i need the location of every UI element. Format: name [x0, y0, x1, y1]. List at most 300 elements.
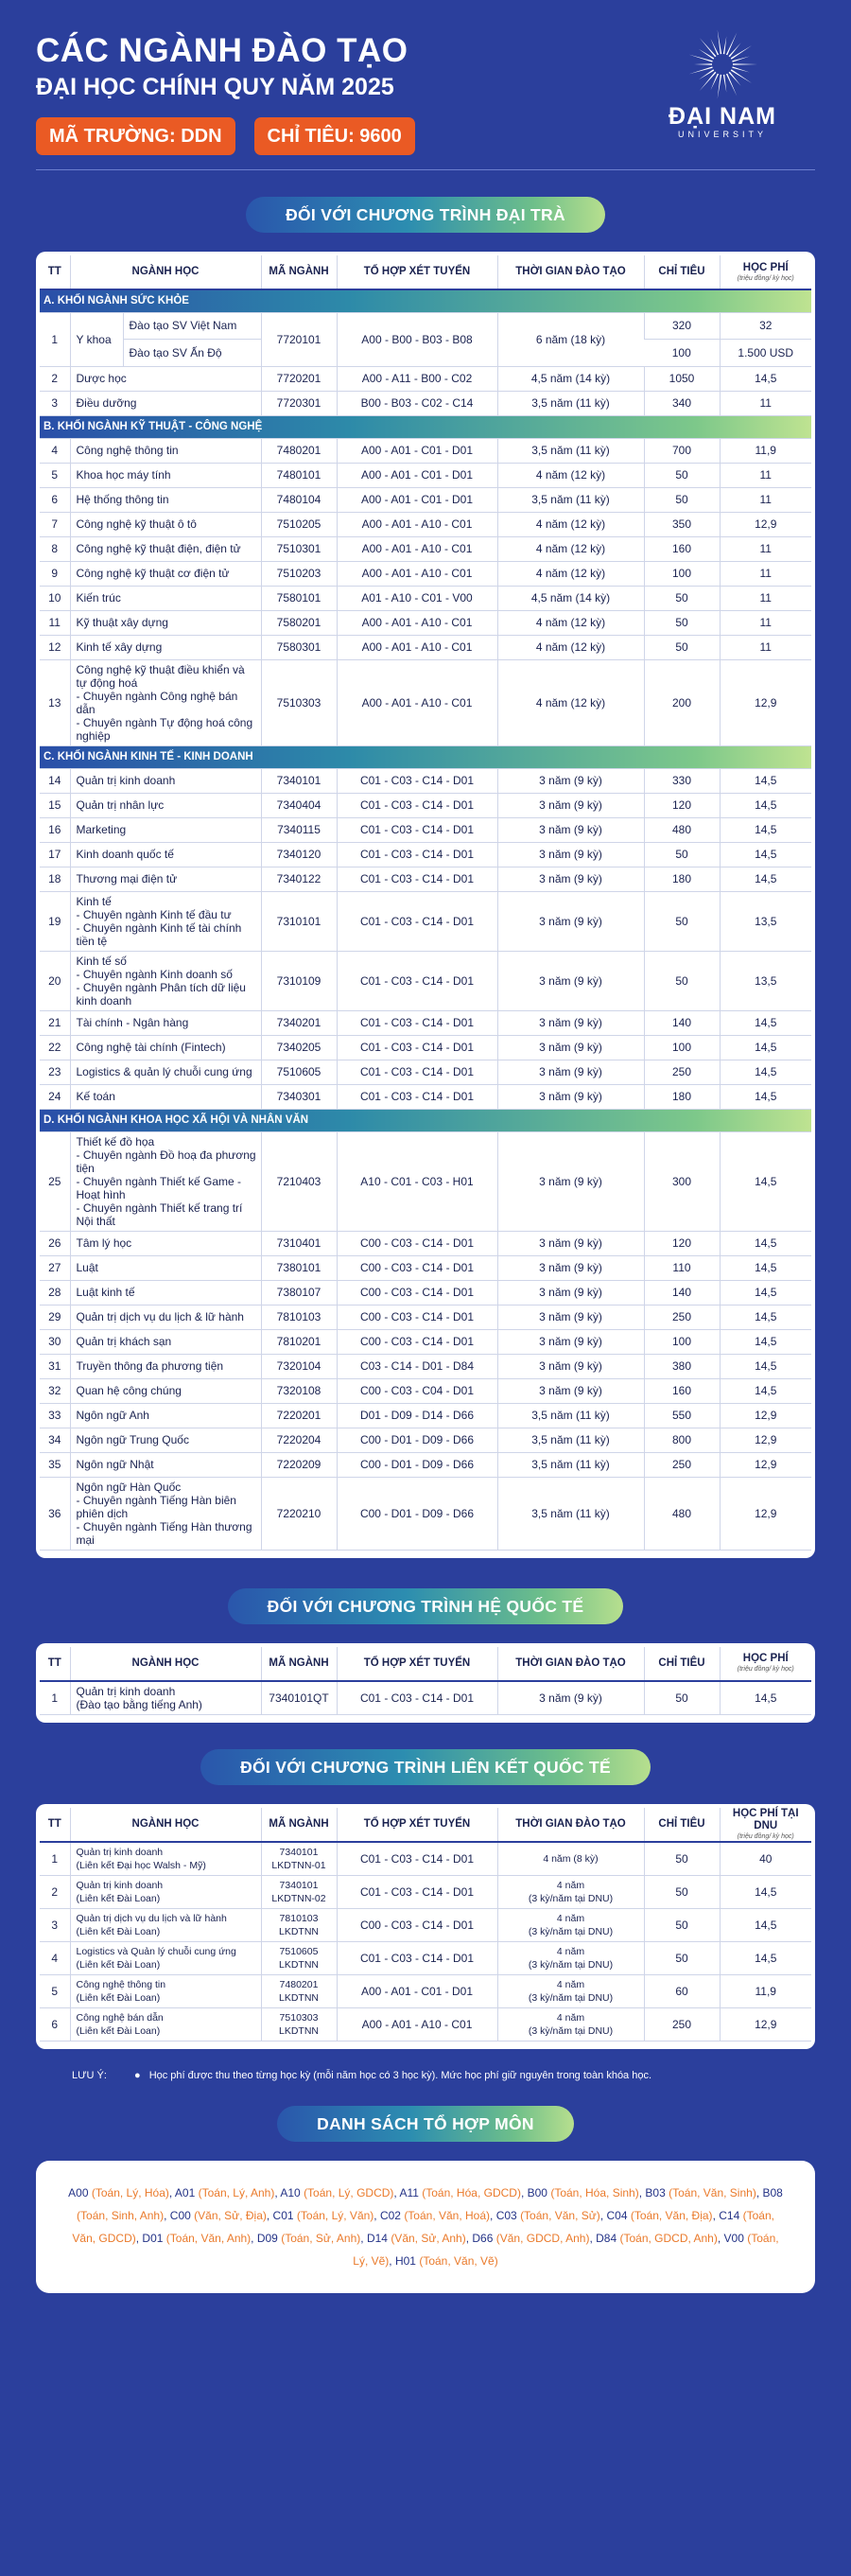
cell-quota: 250: [644, 1452, 720, 1477]
table-row: [40, 1681, 811, 1715]
cell-quota: 180: [644, 1084, 720, 1109]
col-header-combo: TỔ HỢP XÉT TUYỂN: [337, 1647, 497, 1681]
cell-major: Công nghệ thông tin (Liên kết Đài Loan): [70, 1974, 261, 2007]
cell-duration: 4 năm (12 kỳ): [497, 512, 644, 536]
combo-item: [257, 2232, 360, 2245]
page-subtitle: ĐẠI HỌC CHÍNH QUY NĂM 2025: [36, 74, 394, 100]
cell-quota: 50: [644, 1842, 720, 1876]
cell-combo: C00 - C03 - C14 - D01: [337, 1329, 497, 1354]
table-row: [40, 891, 811, 951]
cell-major: Điều dưỡng: [70, 391, 261, 415]
cell-duration: 4 năm (12 kỳ): [497, 561, 644, 586]
combo-subjects: (Toán, Lý, Anh): [198, 2185, 275, 2199]
cell-code: 7380101: [261, 1255, 337, 1280]
cell-combo: C01 - C03 - C14 - D01: [337, 1084, 497, 1109]
cell-fee: 14,5: [720, 1908, 811, 1941]
cell-combo: A00 - A01 - C01 - D01: [337, 463, 497, 487]
combo-code: V00: [723, 2231, 744, 2245]
cell-tt: 36: [40, 1477, 70, 1550]
cell-code: 7340101QT: [261, 1681, 337, 1715]
cell-fee: 12,9: [720, 1452, 811, 1477]
joint-program-table: [40, 1808, 811, 2042]
cell-fee: 14,5: [720, 1354, 811, 1378]
table-row: [40, 391, 811, 415]
cell-duration: 3,5 năm (11 kỳ): [497, 1428, 644, 1452]
cell-code: 7340301: [261, 1084, 337, 1109]
table-row: [40, 438, 811, 463]
cell-duration: 4 năm (3 kỳ/năm tại DNU): [497, 1941, 644, 1974]
cell-quota: 480: [644, 817, 720, 842]
combo-item: [280, 2186, 393, 2199]
cell-tt: 1: [40, 312, 70, 366]
cell-quota: 200: [644, 659, 720, 745]
cell-tt: 6: [40, 487, 70, 512]
cell-quota: 50: [644, 842, 720, 867]
combo-subjects: (Văn, GDCD, Anh): [495, 2231, 590, 2245]
cell-code: 7510205: [261, 512, 337, 536]
cell-combo: A00 - A01 - A10 - C01: [337, 512, 497, 536]
logo-subtitle: UNIVERSITY: [677, 130, 767, 139]
cell-combo: C01 - C03 - C14 - D01: [337, 793, 497, 817]
cell-fee: 11: [720, 610, 811, 635]
combo-subjects: (Toán, Lý, GDCD): [304, 2185, 394, 2199]
cell-fee: 14,5: [720, 817, 811, 842]
cell-combo: C00 - C03 - C14 - D01: [337, 1231, 497, 1255]
combo-item: [645, 2186, 755, 2199]
col-header-duration: THỜI GIAN ĐÀO TẠO: [497, 255, 644, 289]
cell-combo: A10 - C01 - C03 - H01: [337, 1131, 497, 1231]
cell-quota: 50: [644, 586, 720, 610]
combo-subjects: (Toán, Văn, GDCD): [72, 2208, 774, 2245]
note: [72, 2070, 815, 2081]
group-engineering: [40, 415, 811, 438]
cell-tt: 7: [40, 512, 70, 536]
table-row: [40, 867, 811, 891]
cell-duration: 4,5 năm (14 kỳ): [497, 586, 644, 610]
combo-subjects: (Văn, Sử, Anh): [391, 2231, 466, 2245]
table-row: [40, 1842, 811, 1876]
cell-major: Ngôn ngữ Hàn Quốc - Chuyên ngành Tiếng Hàn biên phiên dịch - Chuyên ngành Tiếng Hàn thương mại: [70, 1477, 261, 1550]
cell-code: 7720201: [261, 366, 337, 391]
cell-code: 7720101: [261, 312, 337, 366]
cell-fee: 12,9: [720, 1428, 811, 1452]
cell-combo: D01 - D09 - D14 - D66: [337, 1403, 497, 1428]
combo-subjects: (Toán, Lý, Hóa): [91, 2185, 169, 2199]
combo-subjects: (Toán, Văn, Vẽ): [419, 2253, 498, 2268]
header: [36, 0, 815, 170]
cell-code: 7220201: [261, 1403, 337, 1428]
cell-fee: 14,5: [720, 768, 811, 793]
table-row: [40, 1010, 811, 1035]
combo-code: D09: [256, 2231, 278, 2245]
group-social-science: [40, 1109, 811, 1131]
cell-combo: A00 - A01 - A10 - C01: [337, 610, 497, 635]
cell-code: 7340404: [261, 793, 337, 817]
cell-fee: 14,5: [720, 793, 811, 817]
combo-item: [596, 2232, 718, 2245]
cell-fee: 11,9: [720, 438, 811, 463]
cell-duration: 4 năm (3 kỳ/năm tại DNU): [497, 1908, 644, 1941]
cell-fee: 14,5: [720, 1231, 811, 1255]
combo-item: [399, 2186, 521, 2199]
cell-code: 7340101: [261, 768, 337, 793]
cell-duration: 3,5 năm (11 kỳ): [497, 487, 644, 512]
combo-item: [472, 2232, 589, 2245]
cell-combo: C01 - C03 - C14 - D01: [337, 1875, 497, 1908]
cell-quota: 1050: [644, 366, 720, 391]
cell-duration: 3 năm (9 kỳ): [497, 1010, 644, 1035]
col-header-combo: TỔ HỢP XÉT TUYỂN: [337, 255, 497, 289]
col-header-tt: TT: [40, 1647, 70, 1681]
combo-subjects: (Toán, Văn, Sinh): [669, 2185, 756, 2199]
cell-combo: A00 - A01 - A10 - C01: [337, 536, 497, 561]
cell-major: Công nghệ kỹ thuật điện, điện tử: [70, 536, 261, 561]
combo-subjects: (Toán, GDCD, Anh): [619, 2231, 718, 2245]
cell-code: 7510203: [261, 561, 337, 586]
col-header-major: NGÀNH HỌC: [70, 1808, 261, 1842]
cell-quota: 250: [644, 1305, 720, 1329]
cell-duration: 3 năm (9 kỳ): [497, 1305, 644, 1329]
cell-fee: 11: [720, 463, 811, 487]
cell-code: 7210403: [261, 1131, 337, 1231]
combo-item: [68, 2186, 169, 2199]
cell-duration: 3,5 năm (11 kỳ): [497, 391, 644, 415]
cell-combo: C01 - C03 - C14 - D01: [337, 951, 497, 1010]
cell-combo: C00 - C03 - C14 - D01: [337, 1908, 497, 1941]
cell-major: Quản trị kinh doanh (Đào tạo bằng tiếng Anh): [70, 1681, 261, 1715]
cell-quota: 350: [644, 512, 720, 536]
cell-duration: 3 năm (9 kỳ): [497, 1231, 644, 1255]
cell-code: 7810201: [261, 1329, 337, 1354]
cell-tt: 6: [40, 2007, 70, 2041]
cell-code: 7480101: [261, 463, 337, 487]
cell-code: 7480201 LKDTNN: [261, 1974, 337, 2007]
cell-code: 7580301: [261, 635, 337, 659]
cell-major: Quản trị dịch vụ du lịch & lữ hành: [70, 1305, 261, 1329]
cell-major: Công nghệ bán dẫn (Liên kết Đài Loan): [70, 2007, 261, 2041]
cell-fee: 14,5: [720, 1280, 811, 1305]
cell-duration: 3 năm (9 kỳ): [497, 793, 644, 817]
cell-code: 7810103: [261, 1305, 337, 1329]
cell-code: 7480201: [261, 438, 337, 463]
combo-subjects: (Toán, Sinh, Anh): [77, 2208, 165, 2222]
cell-major: Ngôn ngữ Trung Quốc: [70, 1428, 261, 1452]
cell-code: 7510303 LKDTNN: [261, 2007, 337, 2041]
cell-combo: C01 - C03 - C14 - D01: [337, 891, 497, 951]
table-header-row: [40, 255, 811, 289]
cell-quota: 50: [644, 1941, 720, 1974]
cell-quota: 180: [644, 867, 720, 891]
cell-fee: 14,5: [720, 1010, 811, 1035]
cell-quota: 60: [644, 1974, 720, 2007]
cell-tt: 3: [40, 1908, 70, 1941]
cell-quota: 340: [644, 391, 720, 415]
cell-duration: 3 năm (9 kỳ): [497, 817, 644, 842]
cell-fee: 14,5: [720, 1941, 811, 1974]
group-label: A. KHỐI NGÀNH SỨC KHỎE: [40, 289, 811, 312]
cell-major: Kinh doanh quốc tế: [70, 842, 261, 867]
cell-code: 7340101 LKDTNN-02: [261, 1875, 337, 1908]
cell-duration: 3,5 năm (11 kỳ): [497, 1403, 644, 1428]
cell-fee: 12,9: [720, 2007, 811, 2041]
cell-code: 7480104: [261, 487, 337, 512]
combo-subjects: (Toán, Văn, Hoá): [404, 2208, 491, 2222]
combo-item: [273, 2209, 374, 2222]
table-row: [40, 842, 811, 867]
cell-quota: 160: [644, 1378, 720, 1403]
table-row: [40, 768, 811, 793]
cell-duration: 3 năm (9 kỳ): [497, 1131, 644, 1231]
combo-code: B03: [645, 2185, 666, 2199]
cell-major: Công nghệ thông tin: [70, 438, 261, 463]
cell-major: Khoa học máy tính: [70, 463, 261, 487]
cell-tt: 19: [40, 891, 70, 951]
cell-combo: A00 - A01 - A10 - C01: [337, 2007, 497, 2041]
major-name: Y khoa: [71, 313, 124, 366]
cell-fee: 14,5: [720, 1305, 811, 1329]
logo: [656, 28, 789, 139]
cell-tt: 29: [40, 1305, 70, 1329]
cell-combo: C01 - C03 - C14 - D01: [337, 1035, 497, 1060]
cell-tt: 10: [40, 586, 70, 610]
cell-quota: 50: [644, 1681, 720, 1715]
col-header-fee: HỌC PHÍ TẠI DNU (triệu đồng/ kỳ học): [720, 1808, 811, 1842]
cell-major: Tâm lý học: [70, 1231, 261, 1255]
col-header-major: NGÀNH HỌC: [70, 1647, 261, 1681]
cell-tt: 5: [40, 463, 70, 487]
col-header-code: MÃ NGÀNH: [261, 255, 337, 289]
col-header-fee: HỌC PHÍ (triệu đồng/ kỳ học): [720, 1647, 811, 1681]
cell-major: Công nghệ kỹ thuật ô tô: [70, 512, 261, 536]
cell-quota: 50: [644, 1875, 720, 1908]
combo-code: A00: [68, 2185, 89, 2199]
regular-program-table-card: [36, 252, 815, 1558]
cell-duration: 3 năm (9 kỳ): [497, 1378, 644, 1403]
logo-name: ĐẠI NAM: [669, 103, 776, 130]
table-row: [40, 586, 811, 610]
cell-fee: 12,9: [720, 659, 811, 745]
cell-fee: 11: [720, 586, 811, 610]
cell-combo: C03 - C14 - D01 - D84: [337, 1354, 497, 1378]
table-row: [40, 1428, 811, 1452]
cell-combo: C01 - C03 - C14 - D01: [337, 1842, 497, 1876]
cell-major: Hệ thống thông tin: [70, 487, 261, 512]
cell-tt: 12: [40, 635, 70, 659]
cell-major: Thiết kế đồ họa - Chuyên ngành Đồ hoạ đa phương tiện - Chuyên ngành Thiết kế Game - Hoạt hình - Chuyên ngành Thiết kế trang trí Nội thất: [70, 1131, 261, 1231]
cell-duration: 3 năm (9 kỳ): [497, 768, 644, 793]
combo-code: B00: [527, 2185, 547, 2199]
cell-combo: A00 - A01 - A10 - C01: [337, 635, 497, 659]
combo-code: H01: [394, 2253, 416, 2268]
cell-quota: 100: [644, 561, 720, 586]
table-row: [40, 1131, 811, 1231]
cell-code: 7340122: [261, 867, 337, 891]
cell-fee: 11,9: [720, 1974, 811, 2007]
cell-major: Kinh tế - Chuyên ngành Kinh tế đầu tư - Chuyên ngành Kinh tế tài chính tiền tệ: [70, 891, 261, 951]
combo-item: [175, 2186, 274, 2199]
cell-code: 7320108: [261, 1378, 337, 1403]
cell-major: Truyền thông đa phương tiện: [70, 1354, 261, 1378]
cell-quota: 330: [644, 768, 720, 793]
cell-tt: 8: [40, 536, 70, 561]
cell-tt: 21: [40, 1010, 70, 1035]
table-row: [40, 366, 811, 391]
cell-major: Kỹ thuật xây dựng: [70, 610, 261, 635]
cell-fee: 13,5: [720, 891, 811, 951]
cell-tt: 30: [40, 1329, 70, 1354]
col-header-combo: TỔ HỢP XÉT TUYỂN: [337, 1808, 497, 1842]
cell-quota: 800: [644, 1428, 720, 1452]
table-header-row: [40, 1647, 811, 1681]
cell-code: 7510605 LKDTNN: [261, 1941, 337, 1974]
table-row: [40, 487, 811, 512]
cell-major: Dược học: [70, 366, 261, 391]
cell-combo: A00 - A01 - A10 - C01: [337, 659, 497, 745]
cell-duration: 3 năm (9 kỳ): [497, 891, 644, 951]
cell-tt: 27: [40, 1255, 70, 1280]
cell-quota: 100: [644, 340, 720, 367]
col-header-quota: CHỈ TIÊU: [644, 1647, 720, 1681]
col-header-tt: TT: [40, 1808, 70, 1842]
cell-tt: 9: [40, 561, 70, 586]
cell-combo: C00 - C03 - C14 - D01: [337, 1255, 497, 1280]
cell-combo: C00 - C03 - C04 - D01: [337, 1378, 497, 1403]
cell-fee: 14,5: [720, 1329, 811, 1354]
cell-tt: 16: [40, 817, 70, 842]
cell-fee: 12,9: [720, 1403, 811, 1428]
cell-code: 7580101: [261, 586, 337, 610]
sub-program-in: Đào tạo SV Ấn Độ: [129, 345, 222, 359]
cell-major: Ngôn ngữ Anh: [70, 1403, 261, 1428]
header-divider: [36, 169, 815, 170]
cell-duration: 4 năm (3 kỳ/năm tại DNU): [497, 2007, 644, 2041]
international-program-table: [40, 1647, 811, 1715]
cell-fee: 14,5: [720, 1875, 811, 1908]
combo-code: C01: [272, 2208, 294, 2222]
cell-major: Quản trị nhân lực: [70, 793, 261, 817]
cell-code: 7720301: [261, 391, 337, 415]
cell-quota: 120: [644, 1231, 720, 1255]
table-row: [40, 1941, 811, 1974]
cell-fee: 14,5: [720, 1255, 811, 1280]
table-row: [40, 536, 811, 561]
combo-list: A00 (Toán, Lý, Hóa), A01 (Toán, Lý, Anh), A10 (Toán, Lý, GDCD), A11 (Toán, Hóa, GDCD), B00 (Toán, Hóa, Sinh), B03 (Toán, Văn, Sinh), B08 (Toán, Sinh, Anh), C00 (Văn, Sử, Địa), C01 (Toán, Lý, Văn), C02 (Toán, Văn, Hoá), C03 (Toán, Văn, Sử), C04 (Toán, Văn, Địa), C14 (Toán, Văn, GDCD), D01 (Toán, Văn, Anh), D09 (Toán, Sử, Anh), D14 (Văn, Sử, Anh), D66 (Văn, GDCD, Anh), D84 (Toán, GDCD, Anh), V00 (Toán, Lý, Vẽ), H01 (Toán, Văn, Vẽ): [36, 2161, 815, 2293]
cell-fee: 11: [720, 487, 811, 512]
cell-duration: 3 năm (9 kỳ): [497, 951, 644, 1010]
cell-major: [70, 312, 261, 366]
cell-fee: 14,5: [720, 366, 811, 391]
cell-quota: 320: [644, 312, 720, 340]
cell-code: 7810103 LKDTNN: [261, 1908, 337, 1941]
cell-major: Quản trị kinh doanh (Liên kết Đài Loan): [70, 1875, 261, 1908]
combo-code: B08: [762, 2185, 783, 2199]
cell-combo: C00 - D01 - D09 - D66: [337, 1452, 497, 1477]
cell-tt: 14: [40, 768, 70, 793]
cell-quota: 160: [644, 536, 720, 561]
cell-code: 7380107: [261, 1280, 337, 1305]
cell-duration: 3,5 năm (11 kỳ): [497, 1452, 644, 1477]
combo-subjects: (Toán, Văn, Địa): [630, 2208, 713, 2222]
combo-item: [395, 2254, 498, 2268]
combo-subjects: (Toán, Sử, Anh): [281, 2231, 361, 2245]
cell-duration: 3 năm (9 kỳ): [497, 867, 644, 891]
cell-duration: 4 năm (3 kỳ/năm tại DNU): [497, 1974, 644, 2007]
cell-quota: 550: [644, 1403, 720, 1428]
cell-combo: C01 - C03 - C14 - D01: [337, 768, 497, 793]
cell-combo: C00 - D01 - D09 - D66: [337, 1477, 497, 1550]
cell-tt: 25: [40, 1131, 70, 1231]
cell-fee: 12,9: [720, 512, 811, 536]
cell-combo: C01 - C03 - C14 - D01: [337, 1010, 497, 1035]
col-header-major: NGÀNH HỌC: [70, 255, 261, 289]
cell-code: 7320104: [261, 1354, 337, 1378]
cell-fee: 14,5: [720, 1060, 811, 1084]
cell-duration: 3 năm (9 kỳ): [497, 1280, 644, 1305]
cell-major: Quản trị kinh doanh (Liên kết Đại học Walsh - Mỹ): [70, 1842, 261, 1876]
cell-duration: 3 năm (9 kỳ): [497, 1084, 644, 1109]
section-title-international: ĐỐI VỚI CHƯƠNG TRÌNH HỆ QUỐC TẾ: [228, 1588, 624, 1624]
table-row: [40, 1035, 811, 1060]
cell-fee: 14,5: [720, 867, 811, 891]
cell-tt: 4: [40, 1941, 70, 1974]
section-title-combos: DANH SÁCH TỔ HỢP MÔN: [277, 2106, 574, 2142]
cell-duration: 4 năm (12 kỳ): [497, 536, 644, 561]
combo-item: [142, 2232, 251, 2245]
section-title-regular: ĐỐI VỚI CHƯƠNG TRÌNH ĐẠI TRÀ: [246, 197, 605, 233]
cell-duration: 4 năm (12 kỳ): [497, 635, 644, 659]
section-title-joint: ĐỐI VỚI CHƯƠNG TRÌNH LIÊN KẾT QUỐC TẾ: [200, 1749, 651, 1785]
cell-fee: 13,5: [720, 951, 811, 1010]
cell-code: 7220204: [261, 1428, 337, 1452]
cell-fee: 11: [720, 635, 811, 659]
combo-code: C02: [379, 2208, 401, 2222]
cell-tt: 23: [40, 1060, 70, 1084]
col-header-duration: THỜI GIAN ĐÀO TẠO: [497, 1808, 644, 1842]
combo-item: [606, 2209, 712, 2222]
cell-fee: 14,5: [720, 1131, 811, 1231]
cell-quota: 380: [644, 1354, 720, 1378]
combo-code: D01: [142, 2231, 164, 2245]
table-row: [40, 1280, 811, 1305]
table-row: [40, 659, 811, 745]
international-program-table-card: [36, 1643, 815, 1723]
cell-fee: 12,9: [720, 1477, 811, 1550]
cell-fee: 40: [720, 1842, 811, 1876]
cell-quota: 110: [644, 1255, 720, 1280]
col-header-quota: CHỈ TIÊU: [644, 255, 720, 289]
cell-fee: 14,5: [720, 842, 811, 867]
cell-combo: C01 - C03 - C14 - D01: [337, 842, 497, 867]
table-row: [40, 312, 811, 340]
cell-tt: 28: [40, 1280, 70, 1305]
cell-quota: 50: [644, 1908, 720, 1941]
page-title: CÁC NGÀNH ĐÀO TẠO: [36, 32, 408, 69]
cell-major: Kiến trúc: [70, 586, 261, 610]
cell-combo: A00 - B00 - B03 - B08: [337, 312, 497, 366]
col-header-quota: CHỈ TIÊU: [644, 1808, 720, 1842]
table-row: [40, 793, 811, 817]
cell-code: 7310401: [261, 1231, 337, 1255]
cell-major: Marketing: [70, 817, 261, 842]
cell-quota: 700: [644, 438, 720, 463]
combo-code: C14: [719, 2208, 740, 2222]
col-header-code: MÃ NGÀNH: [261, 1647, 337, 1681]
cell-combo: C01 - C03 - C14 - D01: [337, 1941, 497, 1974]
combo-code: A11: [399, 2185, 419, 2199]
cell-duration: 4 năm (3 kỳ/năm tại DNU): [497, 1875, 644, 1908]
table-row: [40, 610, 811, 635]
cell-fee: 14,5: [720, 1084, 811, 1109]
